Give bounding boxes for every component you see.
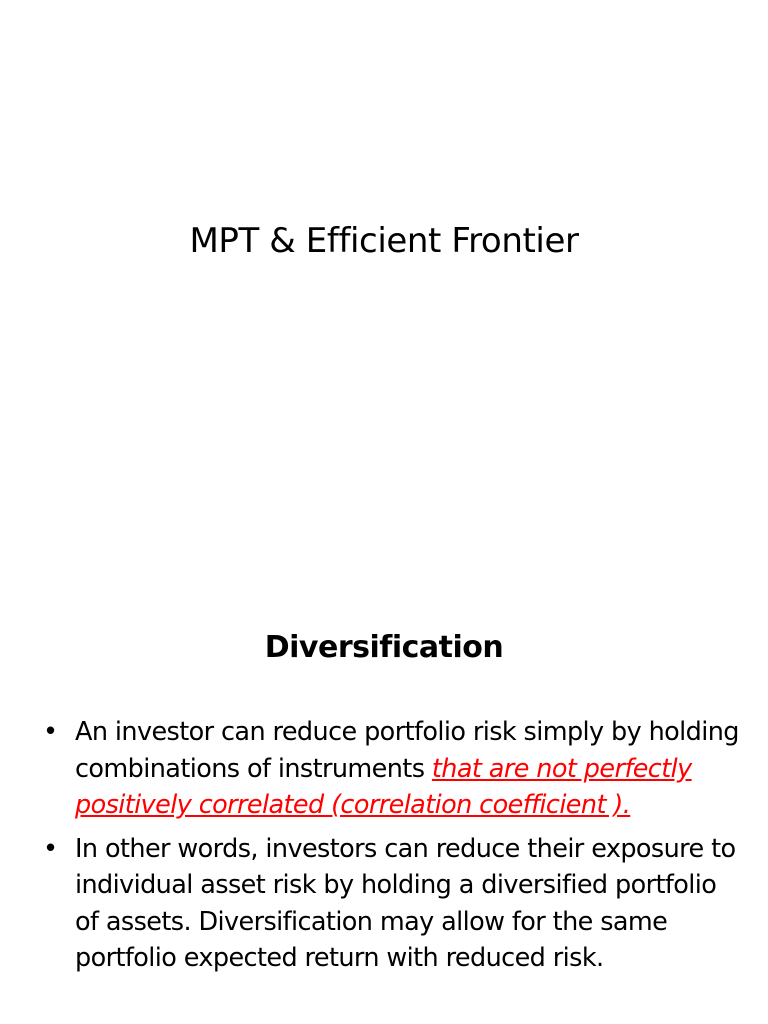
slide-diversification bbox=[0, 576, 768, 1024]
bullet-item bbox=[40, 714, 740, 824]
bullet-item bbox=[40, 831, 740, 977]
bullet-icon: • bbox=[43, 717, 58, 747]
slide-heading: Diversification bbox=[264, 630, 504, 665]
bullet-text: In other words, investors can reduce their exposure to individual asset risk by holding a diversified portfolio of assets. Diversification may allow for the same portfolio expected return with reduced risk. bbox=[75, 833, 736, 973]
bullet-emphasis-text: that are not perfectly positively correlated (correlation coefficient ). bbox=[75, 753, 692, 820]
bullet-icon: • bbox=[43, 833, 58, 864]
slide-title: MPT & Efficient Frontier bbox=[189, 221, 579, 261]
bullet-list bbox=[40, 714, 740, 984]
bullet-text: An investor can reduce portfolio risk simply by holding combinations of instruments bbox=[75, 717, 739, 784]
